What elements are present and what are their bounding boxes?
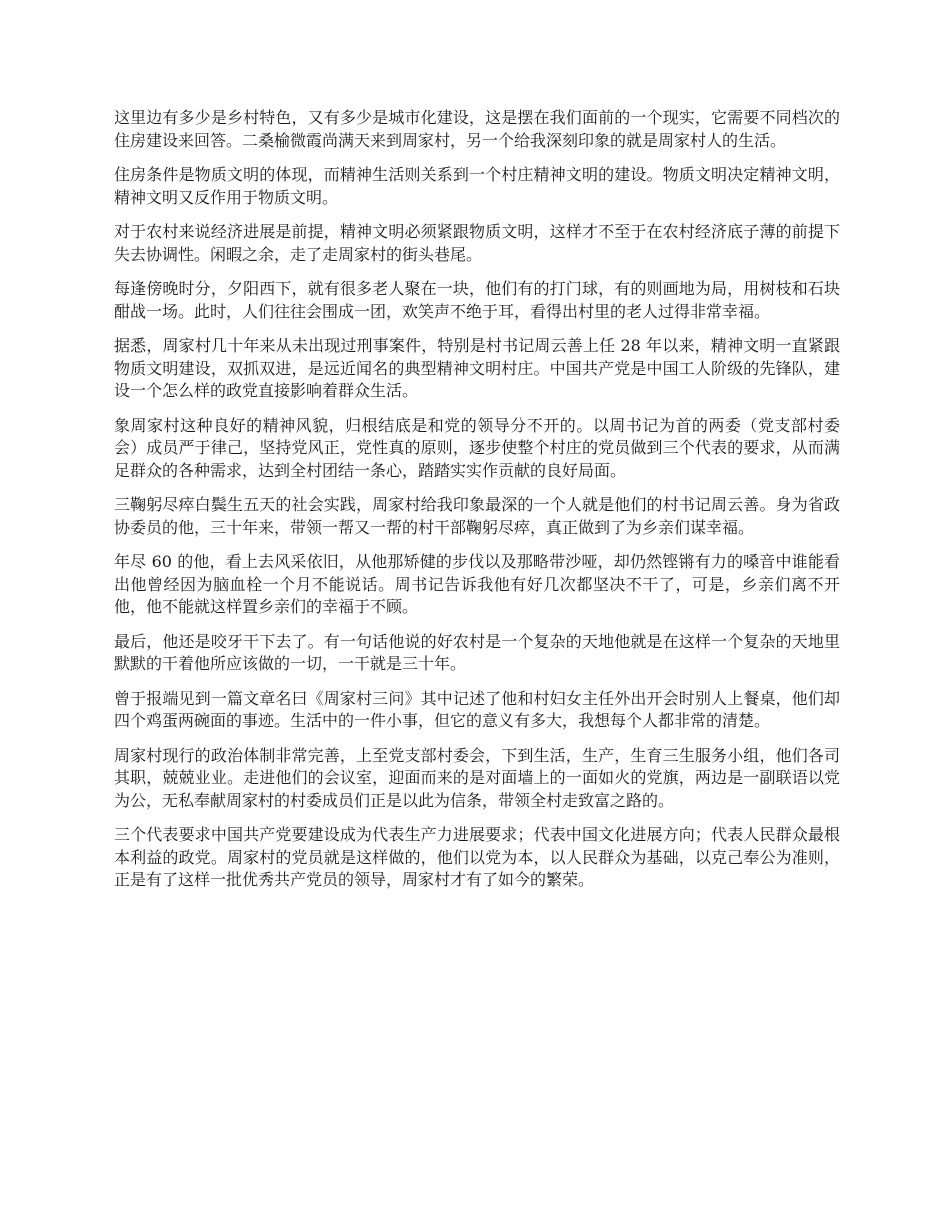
paragraph-3: 对于农村来说经济进展是前提，精神文明必须紧跟物质文明，这样才不至于在农村经济底子薄的前提下失去协调性。闲暇之余，走了走周家村的街头巷尾。: [114, 222, 840, 264]
paragraph-11: 周家村现行的政治体制非常完善，上至党支部村委会，下到生活，生产，生育三生服务小组，他们各司其职，兢兢业业。走进他们的会议室，迎面而来的是对面墙上的一面如火的党旗，两边是一副联语以党为公，无私奉献周家村的村委成员们正是以此为信条，带领全村走致富之路的。: [114, 745, 840, 810]
paragraph-12: 三个代表要求中国共产党要建设成为代表生产力进展要求；代表中国文化进展方向；代表人民群众最根本利益的政党。周家村的党员就是这样做的，他们以党为本，以人民群众为基础，以克己奉公为准则，正是有了这样一批优秀共产党员的领导，周家村才有了如今的繁荣。: [114, 825, 840, 889]
paragraph-9: 最后，他还是咬牙干下去了。有一句话他说的好农村是一个复杂的天地他就是在这样一个复杂的天地里默默的干着他所应该做的一切，一干就是三十年。: [114, 631, 840, 673]
paragraph-4: 每逢傍晚时分，夕阳西下，就有很多老人聚在一块，他们有的打门球，有的则画地为局，用树枝和石块酣战一场。此时，人们往往会围成一团，欢笑声不绝于耳，看得出村里的老人过得非常幸福。: [114, 279, 840, 321]
paragraph-7: 三鞠躬尽瘁白鬓生五天的社会实践，周家村给我印象最深的一个人就是他们的村书记周云善。身为省政协委员的他，三十年来，带领一帮又一帮的村干部鞠躬尽瘁，真正做到了为乡亲们谋幸福。: [114, 495, 840, 537]
paragraph-8: 年尽 60 的他，看上去风采依旧，从他那矫健的步伐以及那略带沙哑，却仍然铿锵有力的嗓音中谁能看出他曾经因为脑血栓一个月不能说话。周书记告诉我他有好几次都坚决不干了，可是，乡亲们离不开他，他不能就这样置乡亲们的幸福于不顾。: [114, 552, 840, 616]
paragraph-10: 曾于报端见到一篇文章名曰《周家村三问》其中记述了他和村妇女主任外出开会时别人上餐桌，他们却四个鸡蛋两碗面的事迹。生活中的一件小事，但它的意义有多大，我想每个人都非常的清楚。: [114, 688, 840, 730]
paragraph-2: 住房条件是物质文明的体现，而精神生活则关系到一个村庄精神文明的建设。物质文明决定精神文明，精神文明又反作用于物质文明。: [114, 165, 840, 207]
paragraph-6: 象周家村这种良好的精神风貌，归根结底是和党的领导分不开的。以周书记为首的两委（党支部村委会）成员严于律己，坚持党风正，党性真的原则，逐步使整个村庄的党员做到三个代表的要求，从而满足群众的各种需求，达到全村团结一条心，踏踏实实作贡献的良好局面。: [114, 415, 840, 480]
paragraph-1: 这里边有多少是乡村特色，又有多少是城市化建设，这是摆在我们面前的一个现实，它需要不同档次的住房建设来回答。二桑榆微霞尚满天来到周家村，另一个给我深刻印象的就是周家村人的生活。: [114, 108, 840, 150]
document-page: [114, 107, 840, 904]
paragraph-5: 据悉，周家村几十年来从未出现过刑事案件，特别是村书记周云善上任 28 年以来，精神文明一直紧跟物质文明建设，双抓双进，是远近闻名的典型精神文明村庄。中国共产党是中国工人阶级的先锋队，建设一个怎么样的政党直接影响着群众生活。: [114, 336, 840, 400]
